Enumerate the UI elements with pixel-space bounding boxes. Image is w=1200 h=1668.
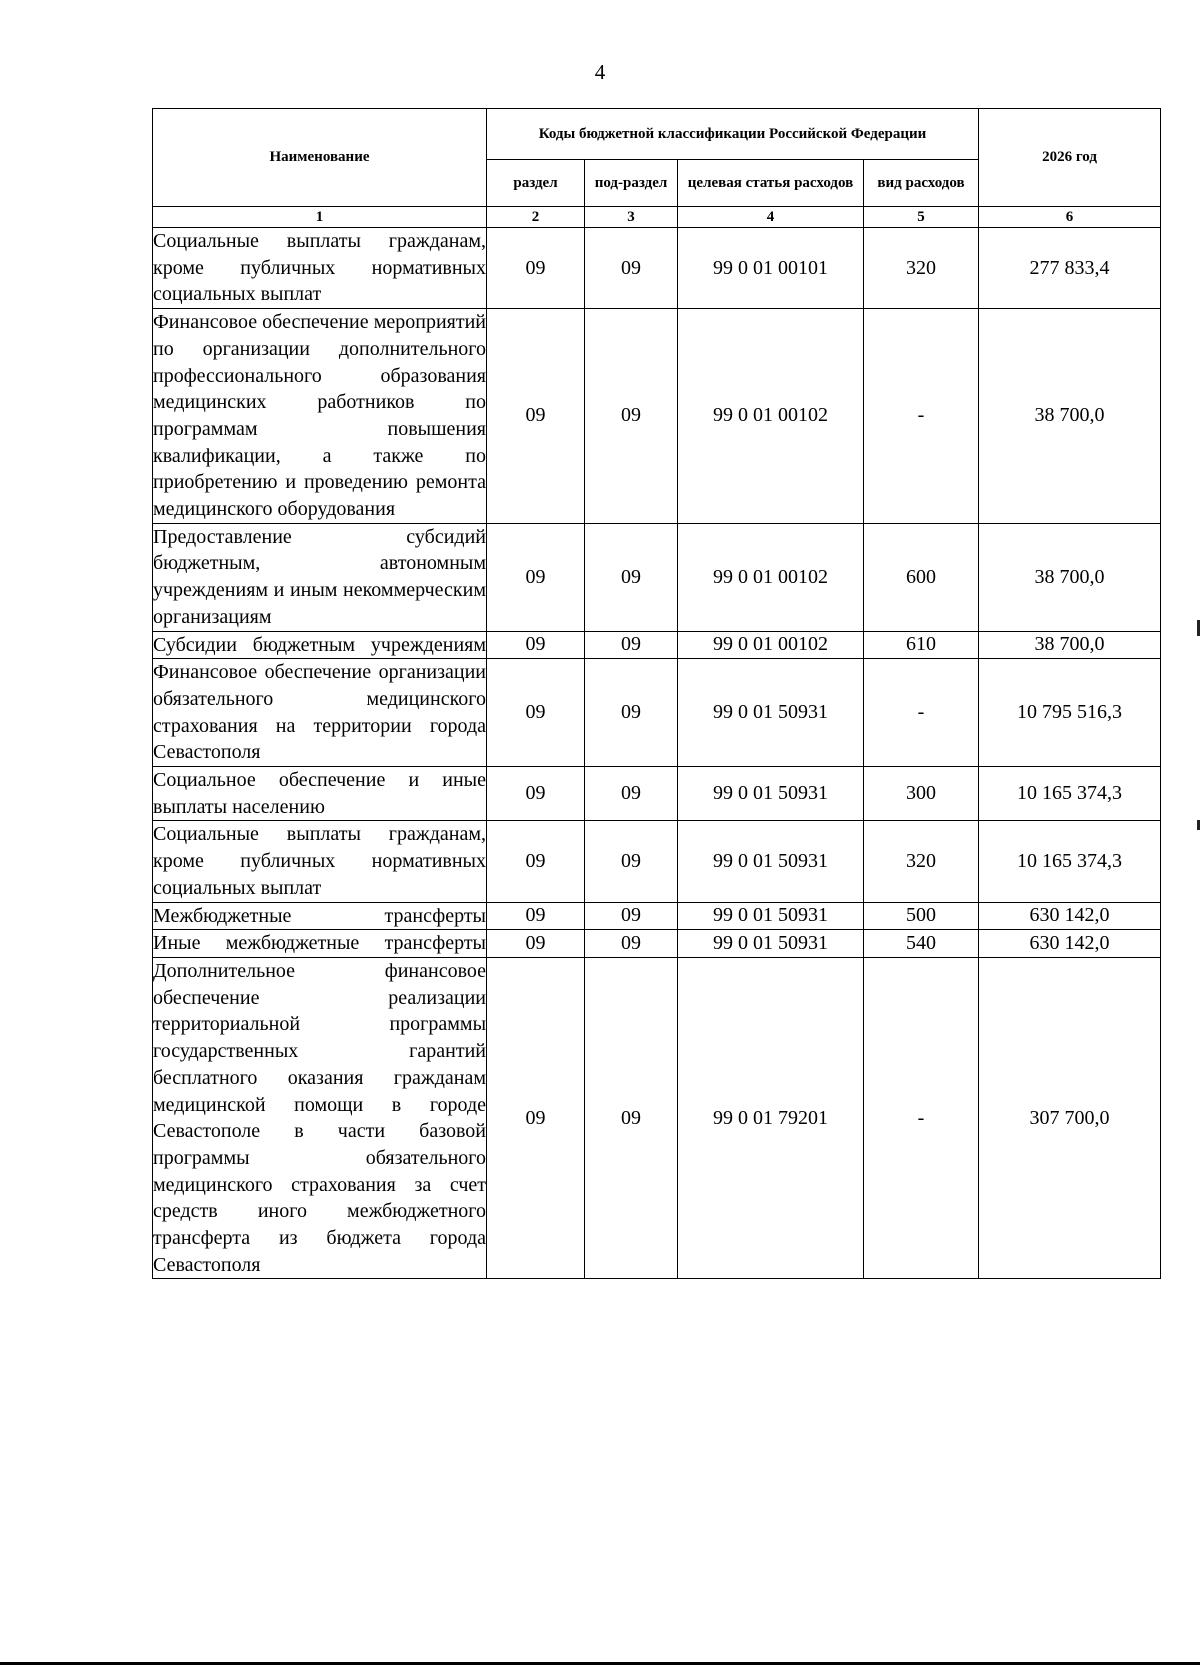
table-row xyxy=(153,523,1161,631)
row-amount: 38 700,0 xyxy=(979,631,1161,659)
row-section: 09 xyxy=(487,631,585,659)
row-amount: 630 142,0 xyxy=(979,902,1161,930)
row-section: 09 xyxy=(487,309,585,524)
row-section: 09 xyxy=(487,821,585,902)
row-expense-type: - xyxy=(864,957,979,1278)
budget-table xyxy=(152,108,1161,1279)
header-codes-title: Коды бюджетной классификации Российской Федерации xyxy=(487,109,979,160)
row-subsection: 09 xyxy=(585,631,678,659)
row-target: 99 0 01 50931 xyxy=(678,930,864,958)
row-target: 99 0 01 50931 xyxy=(678,659,864,767)
row-subsection: 09 xyxy=(585,957,678,1278)
row-expense-type: 300 xyxy=(864,767,979,821)
row-name: Субсидии бюджетным учреждениям xyxy=(153,631,487,659)
table-row xyxy=(153,228,1161,309)
row-section: 09 xyxy=(487,523,585,631)
row-subsection: 09 xyxy=(585,902,678,930)
row-section: 09 xyxy=(487,930,585,958)
column-number: 1 xyxy=(153,207,487,228)
row-amount: 38 700,0 xyxy=(979,309,1161,524)
row-target: 99 0 01 00101 xyxy=(678,228,864,309)
row-expense-type: - xyxy=(864,659,979,767)
column-number: 6 xyxy=(979,207,1161,228)
row-target: 99 0 01 00102 xyxy=(678,309,864,524)
row-name: Межбюджетные трансферты xyxy=(153,902,487,930)
row-amount: 10 165 374,3 xyxy=(979,767,1161,821)
header-name: Наименование xyxy=(153,109,487,207)
table-row xyxy=(153,930,1161,958)
row-section: 09 xyxy=(487,902,585,930)
header-target: целевая статья расходов xyxy=(678,160,864,207)
row-expense-type: 320 xyxy=(864,821,979,902)
row-expense-type: 500 xyxy=(864,902,979,930)
row-subsection: 09 xyxy=(585,821,678,902)
table-row xyxy=(153,821,1161,902)
row-subsection: 09 xyxy=(585,523,678,631)
row-expense-type: 610 xyxy=(864,631,979,659)
header-year: 2026 год xyxy=(979,109,1161,207)
row-subsection: 09 xyxy=(585,309,678,524)
row-name: Социальное обеспечение и иные выплаты населению xyxy=(153,767,487,821)
row-amount: 10 165 374,3 xyxy=(979,821,1161,902)
row-subsection: 09 xyxy=(585,930,678,958)
header-expense-type: вид расходов xyxy=(864,160,979,207)
column-number: 5 xyxy=(864,207,979,228)
table-row xyxy=(153,631,1161,659)
table-row xyxy=(153,309,1161,524)
row-target: 99 0 01 79201 xyxy=(678,957,864,1278)
row-subsection: 09 xyxy=(585,659,678,767)
row-name: Социальные выплаты гражданам, кроме публичных нормативных социальных выплат xyxy=(153,228,487,309)
row-target: 99 0 01 00102 xyxy=(678,523,864,631)
row-amount: 10 795 516,3 xyxy=(979,659,1161,767)
row-name: Дополнительное финансовое обеспечение реализации территориальной программы государственных гарантий бесплатного оказания гражданам медицинской помощи в городе Севастополе в части базовой программы обязательного медицинского страхования за счет средств иного межбюджетного трансферта из бюджета города Севастополя xyxy=(153,957,487,1278)
table-row xyxy=(153,902,1161,930)
table-row xyxy=(153,767,1161,821)
row-amount: 630 142,0 xyxy=(979,930,1161,958)
row-amount: 307 700,0 xyxy=(979,957,1161,1278)
row-section: 09 xyxy=(487,767,585,821)
header-section: раздел xyxy=(487,160,585,207)
row-section: 09 xyxy=(487,659,585,767)
column-number: 2 xyxy=(487,207,585,228)
row-amount: 38 700,0 xyxy=(979,523,1161,631)
row-expense-type: - xyxy=(864,309,979,524)
row-name: Социальные выплаты гражданам, кроме публичных нормативных социальных выплат xyxy=(153,821,487,902)
page-number: 4 xyxy=(594,60,606,84)
row-subsection: 09 xyxy=(585,767,678,821)
scan-bottom-edge xyxy=(0,1662,1200,1665)
row-section: 09 xyxy=(487,228,585,309)
row-subsection: 09 xyxy=(585,228,678,309)
row-name: Финансовое обеспечение мероприятий по организации дополнительного профессионального образования медицинских работников по программам повышения квалификации, а также по приобретению и проведению ремонта медицинского оборудования xyxy=(153,309,487,524)
column-number: 4 xyxy=(678,207,864,228)
row-section: 09 xyxy=(487,957,585,1278)
header-subsection: под-раздел xyxy=(585,160,678,207)
column-number: 3 xyxy=(585,207,678,228)
row-expense-type: 600 xyxy=(864,523,979,631)
row-expense-type: 320 xyxy=(864,228,979,309)
row-name: Иные межбюджетные трансферты xyxy=(153,930,487,958)
row-target: 99 0 01 50931 xyxy=(678,821,864,902)
row-amount: 277 833,4 xyxy=(979,228,1161,309)
row-expense-type: 540 xyxy=(864,930,979,958)
table-row xyxy=(153,957,1161,1278)
row-name: Предоставление субсидий бюджетным, автономным учреждениям и иным некоммерческим организациям xyxy=(153,523,487,631)
row-target: 99 0 01 50931 xyxy=(678,902,864,930)
row-target: 99 0 01 50931 xyxy=(678,767,864,821)
table-row xyxy=(153,659,1161,767)
row-name: Финансовое обеспечение организации обязательного медицинского страхования на территории города Севастополя xyxy=(153,659,487,767)
row-target: 99 0 01 00102 xyxy=(678,631,864,659)
